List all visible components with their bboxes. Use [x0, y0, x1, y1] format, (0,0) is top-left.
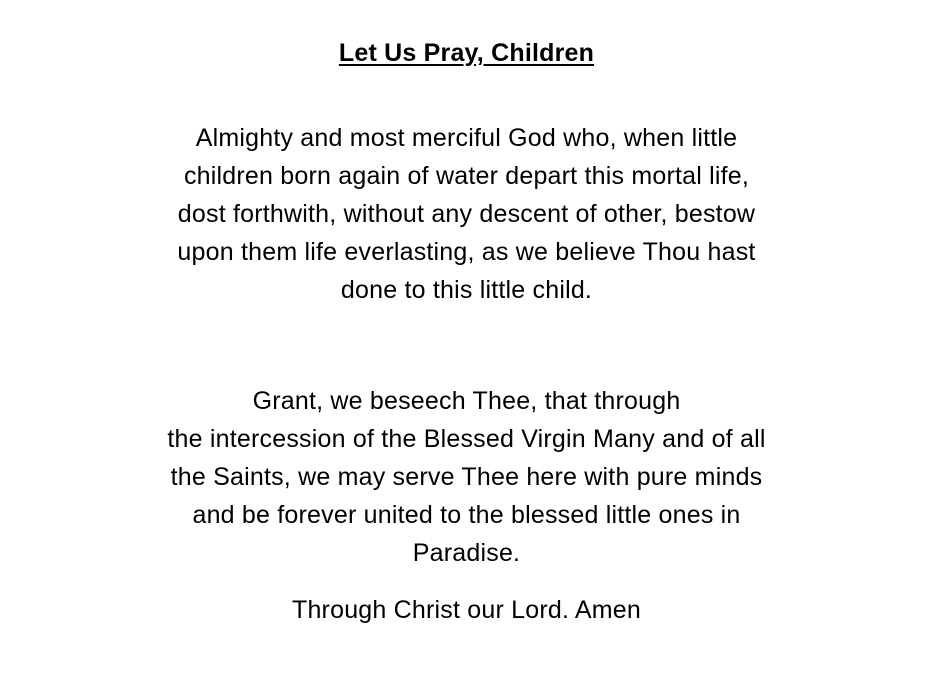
prayer-paragraph-2 — [60, 382, 873, 572]
paragraph-line: dost forthwith, without any descent of other, bestow — [177, 200, 756, 228]
paragraph-line: and be forever united to the blessed little ones in — [192, 501, 741, 529]
paragraph-line: the Saints, we may serve Thee here with pure minds — [170, 463, 763, 491]
paragraph-line: done to this little child. — [340, 276, 593, 304]
paragraph-line: upon them life everlasting, as we believe Thou hast — [177, 238, 756, 266]
prayer-paragraph-1 — [60, 119, 873, 309]
paragraph-line: Almighty and most merciful God who, when little — [195, 124, 738, 152]
paragraph-line: Paradise. — [412, 539, 521, 567]
paragraph-line: children born again of water depart this mortal life, — [183, 162, 750, 190]
prayer-closing: Through Christ our Lord. Amen — [291, 596, 642, 624]
prayer-title: Let Us Pray, Children — [338, 39, 595, 67]
paragraph-line: the intercession of the Blessed Virgin Many and of all — [167, 425, 766, 453]
paragraph-line: Grant, we beseech Thee, that through — [252, 387, 681, 415]
